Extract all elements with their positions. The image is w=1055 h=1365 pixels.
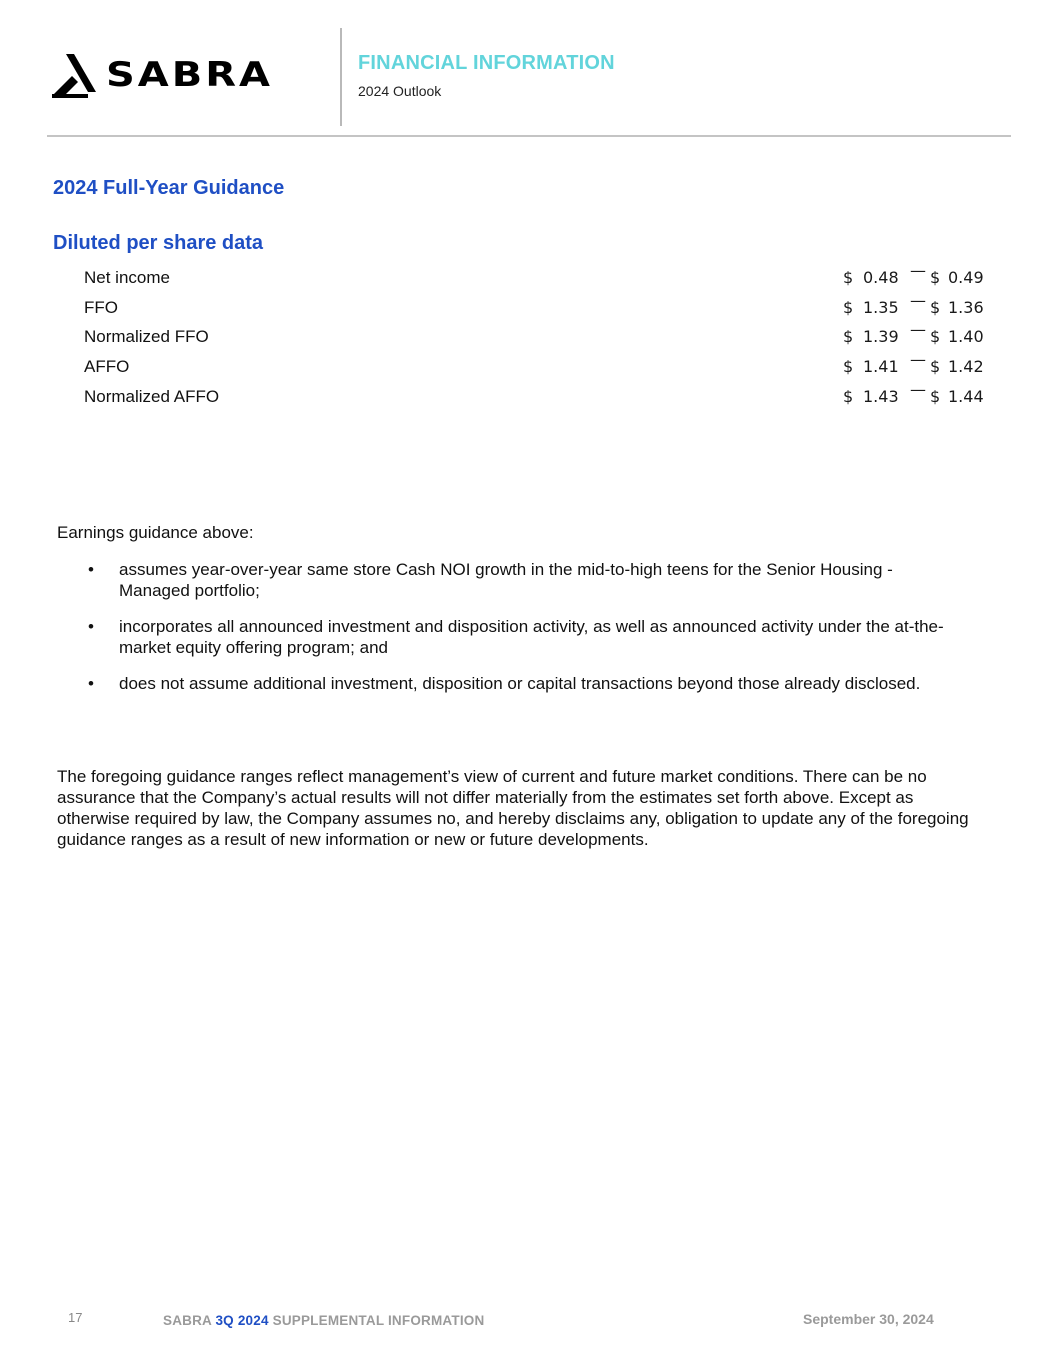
- sabra-logo-wordmark: SABRA: [106, 55, 274, 95]
- guidance-notes-list: [88, 559, 968, 709]
- guidance-low-value: 1.43: [863, 386, 899, 406]
- guidance-notes-intro: Earnings guidance above:: [57, 523, 254, 542]
- currency-symbol: $: [930, 268, 941, 287]
- currency-symbol: $: [843, 386, 854, 406]
- page-number: 17: [68, 1310, 83, 1325]
- guidance-table: [84, 263, 984, 411]
- list-item: [88, 616, 968, 658]
- range-dash: —: [910, 261, 926, 280]
- range-dash: —: [910, 290, 926, 310]
- header-divider-vertical: [340, 28, 342, 126]
- currency-symbol: $: [843, 357, 854, 377]
- footer-document-title: [163, 1313, 484, 1328]
- list-item-text: assumes year-over-year same store Cash NOI growth in the mid-to-high teens for the Senior Housing - Managed portfolio;: [119, 560, 893, 600]
- currency-symbol: $: [930, 357, 941, 377]
- header-divider-horizontal: [47, 135, 1011, 137]
- guidance-high-value: 1.40: [948, 327, 984, 347]
- guidance-low-value: 1.41: [863, 357, 899, 377]
- guidance-row-affo: [84, 352, 984, 382]
- guidance-row-normalized-ffo: [84, 322, 984, 352]
- guidance-row-net-income: [84, 263, 984, 293]
- sabra-logo: [52, 50, 297, 100]
- list-item: [88, 673, 968, 694]
- bullet-icon: •: [88, 560, 94, 579]
- guidance-low-value: 1.35: [863, 297, 899, 317]
- range-dash: —: [910, 379, 926, 399]
- range-dash: —: [910, 320, 926, 340]
- list-item-text: does not assume additional investment, disposition or capital transactions beyond those already disclosed.: [119, 674, 921, 693]
- currency-symbol: $: [930, 386, 941, 406]
- section-title: FINANCIAL INFORMATION: [358, 52, 615, 74]
- currency-symbol: $: [930, 297, 941, 317]
- guidance-row-label: FFO: [84, 297, 118, 317]
- footer-date: September 30, 2024: [803, 1311, 934, 1327]
- guidance-low-value: 0.48: [863, 268, 899, 287]
- section-subtitle: 2024 Outlook: [358, 83, 442, 99]
- guidance-row-label: AFFO: [84, 357, 130, 377]
- list-item-text: incorporates all announced investment and disposition activity, as well as announced activity under the at-the-market equity offering program; and: [119, 617, 944, 657]
- footer-period: 3Q 2024: [215, 1313, 269, 1328]
- bullet-icon: •: [88, 674, 94, 693]
- currency-symbol: $: [843, 327, 854, 347]
- guidance-low-value: 1.39: [863, 327, 899, 347]
- footer-company: SABRA: [163, 1313, 212, 1328]
- range-dash: —: [910, 350, 926, 370]
- guidance-high-value: 1.42: [948, 357, 984, 377]
- guidance-high-value: 1.44: [948, 386, 984, 406]
- guidance-high-value: 0.49: [948, 268, 984, 287]
- currency-symbol: $: [843, 297, 854, 317]
- guidance-row-label: Normalized FFO: [84, 327, 209, 347]
- guidance-row-ffo: [84, 290, 984, 323]
- guidance-row-label: Net income: [84, 268, 170, 287]
- guidance-row-normalized-affo: [84, 379, 984, 412]
- guidance-high-value: 1.36: [948, 297, 984, 317]
- guidance-disclaimer: The foregoing guidance ranges reflect management’s view of current and future market conditions. There can be no assurance that the Company’s actual results will not differ materially from the estimates set forth above. Except as otherwise required by law, the Company assumes no, and hereby disclaims any, obligation to update any of the foregoing guidance ranges as a result of new information or new or future developments.: [57, 767, 969, 849]
- list-item: [88, 559, 968, 601]
- footer-doc-title: SUPPLEMENTAL INFORMATION: [272, 1313, 485, 1328]
- currency-symbol: $: [843, 268, 854, 287]
- currency-symbol: $: [930, 327, 941, 347]
- sabra-logo-mark: [52, 50, 102, 100]
- guidance-row-label: Normalized AFFO: [84, 386, 220, 406]
- guidance-title: 2024 Full-Year Guidance: [53, 177, 285, 199]
- bullet-icon: •: [88, 617, 94, 636]
- guidance-subtitle: Diluted per share data: [53, 232, 264, 254]
